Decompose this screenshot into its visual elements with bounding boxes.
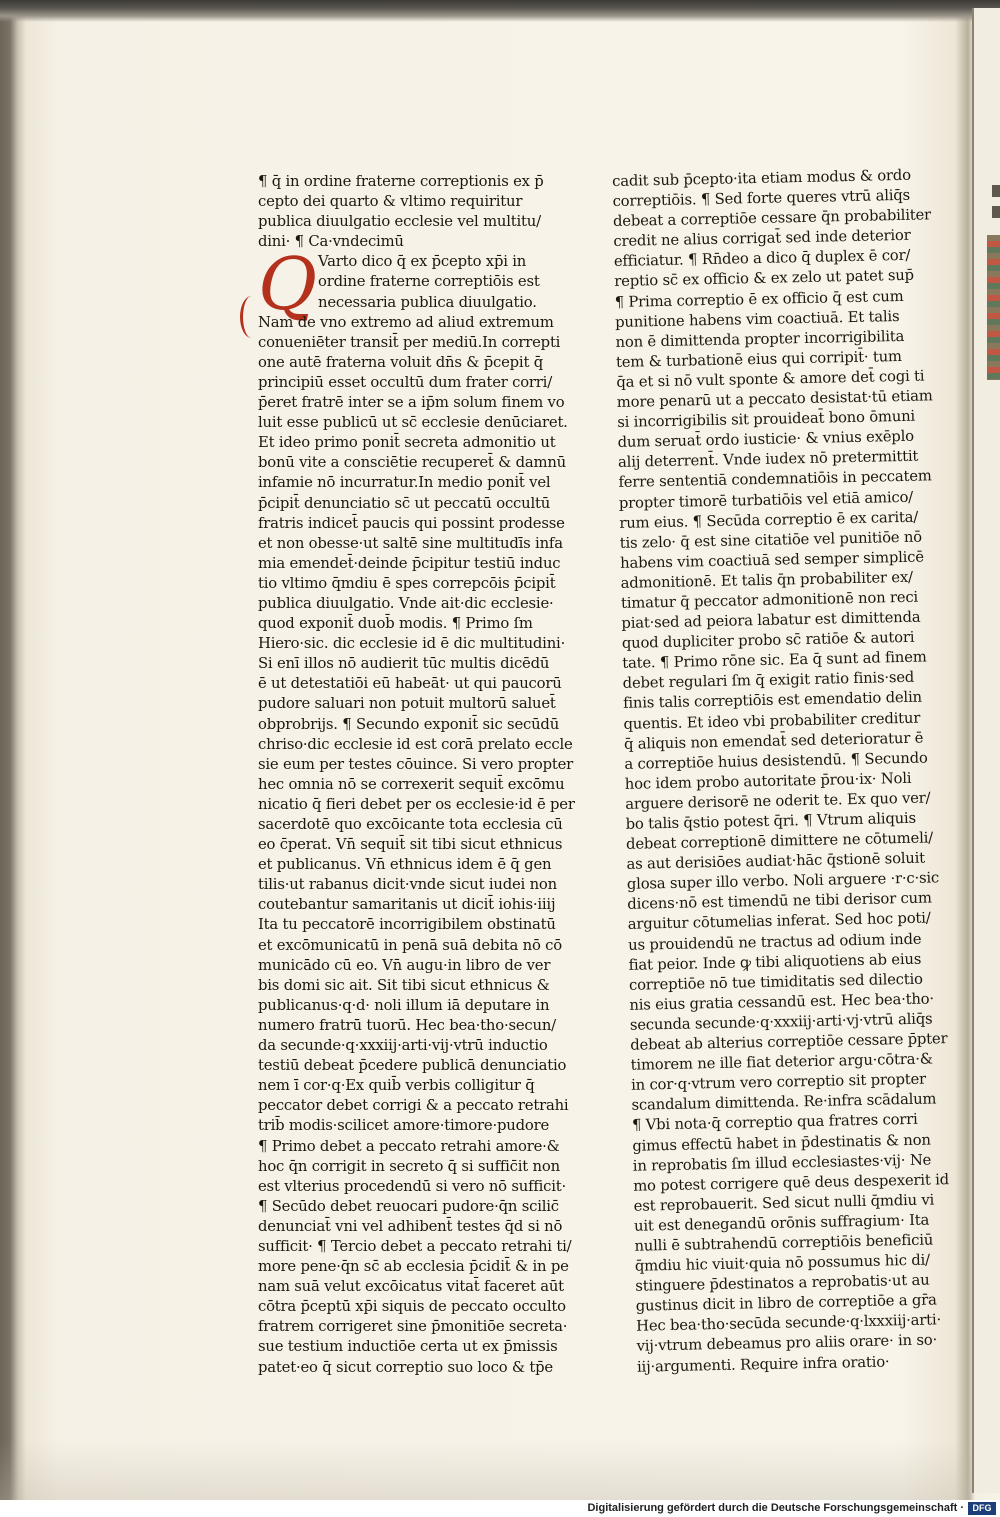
text-line: luit esse publicū ut sc̄ ecclesie denūciaret. (258, 414, 568, 432)
text-line: mo potest corrigere quē deus despexerit id (633, 1170, 950, 1195)
text-line: arguere derisorē ne oderit te. Ex quo ver/ (625, 789, 931, 813)
text-line: ¶ Prima correptio ē ex officio q̄ est cum (614, 287, 904, 311)
text-line: in cor·q·vtrum vero correptio sit propter (630, 1070, 927, 1095)
text-line: sufficit· ¶ Tercio debet a peccato retrahi ti/ (258, 1237, 572, 1255)
text-line: testiū debeat p̄cedere publicā denunciatio (258, 1057, 567, 1075)
text-line: Varto dico q̄ ex p̄cepto xp̄i in (318, 253, 527, 271)
text-line: iij·argumenti. Require infra oratio· (636, 1352, 890, 1376)
text-line: cōtra p̄ceptū xp̄i siquis de peccato occulto (258, 1298, 566, 1316)
text-line: coutebantur samaritanis ut dicit̄ iohis·iiij (258, 896, 556, 914)
text-line: correptiōis. ¶ Sed forte queres vtrū aliq̄s (612, 186, 911, 211)
text-line: fiat peior. Inde ꝙ tibi aliquotiens ab eius (628, 950, 922, 974)
text-line: patet·eo q̄ sicut correptio suo loco & tp̄e (258, 1358, 553, 1376)
text-line: debeat a correptiōe cessare q̄n probabiliter (612, 206, 932, 231)
text-line: gustinus dicit in libro de correptiōe a gr̄a (635, 1291, 937, 1315)
text-line: et publicanus. Vn̄ ethnicus idem ē q̄ gen (258, 856, 552, 874)
text-line: denunciat̄ vni vel adhibent̄ testes q̄d si nō (258, 1217, 563, 1235)
text-line: scandalum dimittenda. Re·infra scādalum (631, 1090, 937, 1115)
facing-page-edge (972, 8, 1000, 1493)
text-line: arguitur cōtumelias inferat. Sed hoc poti/ (627, 909, 931, 934)
text-line: quentis. Et ideo vbi probabiliter creditur (623, 709, 921, 733)
decorated-initial: Q (258, 242, 318, 326)
text-line: dum seruat̄ ordo iusticie· & vnius exēplo (617, 427, 915, 452)
text-line: debet regulari ſm q̄ exigit ratio finis·sed (622, 669, 915, 693)
facing-page-illumination (987, 235, 1000, 380)
text-line: one autē fraterna voluit dn̄s & p̄cepit q̄ (258, 353, 543, 371)
text-line: Ita tu peccatorē incorrigibilem obstinatū (258, 916, 556, 934)
text-line: ē ut detestatiōi eū habeāt· ut qui paucorū (258, 675, 562, 693)
text-line: nam suā velut excōicatus vitat̄ faceret aūt (258, 1278, 564, 1296)
text-line: Hiero·sic. dic ecclesie id ē dic multitudini· (258, 635, 566, 653)
text-line: q̄mdiu hic viuit·quia nō possumus hic di/ (634, 1251, 931, 1275)
text-line: pudore saluari non potuit multorū saluet̄ (258, 695, 556, 713)
text-line: eo c̄perat. Vn̄ sequit̄ sit tibi sicut ethnicus (258, 836, 563, 854)
text-line: fratris indicet̄ paucis qui possint prodesse (258, 514, 565, 532)
text-line: fratrem corrigeret sine p̄monitiōe secreta· (258, 1318, 568, 1336)
text-line: necessaria publica diuulgatio. (318, 293, 537, 311)
text-line: rum eius. ¶ Secūda correptio ē ex carita/ (619, 508, 919, 532)
text-line: publica diuulgatio. Vnde ait·dic ecclesie· (258, 594, 554, 612)
text-line: sue testium inductiōe certa ut ex p̄missis (258, 1338, 558, 1356)
text-line: nem ī cor·q·Ex quib̄ verbis colligitur q̄ (258, 1077, 535, 1095)
text-line: bo talis q̄stio potest q̄ri. ¶ Vtrum aliquis (625, 809, 917, 833)
text-line: us prouidendū ne tractus ad odium inde (628, 930, 922, 954)
dfg-logo: DFG (968, 1502, 996, 1515)
book-top-edge (0, 0, 1000, 22)
text-line: admonitionē. Et talis q̄n probabiliter ex/ (620, 568, 913, 592)
text-line: correptiōe nō tue timiditatis sed dilectio (628, 970, 923, 994)
text-line: cadit sub p̄cepto·ita etiam modus & ordo (612, 166, 911, 190)
right-text-column (612, 166, 950, 1378)
text-line: nicatio q̄ fieri debet per os ecclesie·id ē per (258, 795, 575, 813)
text-line: si incorrigibilis sit prouideat̄ bono ōmuni (617, 407, 916, 432)
text-line: nis eius gratia cessandū est. Hec bea·tho· (629, 990, 935, 1014)
text-line: chriso·dic ecclesie id est corā prelato eccle (258, 735, 573, 753)
text-line: non ē dimittenda propter incorrigibilita (615, 327, 905, 351)
text-line: gimus effectū habet in p̄destinatis & non (632, 1131, 931, 1155)
text-line: Hec bea·tho·secūda secunde·q·lxxxiij·arti· (636, 1311, 942, 1336)
text-line: et excōmunicatū in penā suā debita nō cō (258, 936, 562, 954)
text-line: municādo cū eo. Vn̄ augu·in libro de ver (258, 956, 551, 974)
text-line: ¶ Secūdo debet reuocari pudore·q̄n scilic̄ (258, 1197, 559, 1215)
text-line: a correptiōe huius desistendū. ¶ Secundo (624, 749, 928, 773)
text-line: hoc q̄n corrigit in secreto q̄ si suffic̄it non (258, 1157, 560, 1175)
footer-credit: Digitalisierung gefördert durch die Deutsche Forschungsgemeinschaft · (587, 1502, 964, 1514)
text-line: ferre sententiā condemnatiōis in peccatem (618, 467, 932, 492)
text-line: punitione habens vim coactiuā. Et talis (614, 307, 900, 331)
text-line: vij·vtrum debeamus pro aliis orare· in so· (636, 1331, 938, 1356)
left-text-column (258, 172, 575, 1378)
text-line: da secunde·q·xxxiij·arti·vij·vtrū inductio (258, 1037, 548, 1055)
text-line: more pene·q̄n sc̄ ab ecclesia p̄cidit̄ & in pe (258, 1258, 569, 1276)
text-line: conueniēter transit̄ per mediū.In correpti (258, 333, 561, 351)
text-line: p̄eret fratrē inter se a ip̄m solum finem vo (258, 394, 565, 412)
text-line: sacerdotē quo excōicante tota ecclesia cū (258, 816, 563, 833)
text-line: principiū esset occultū dum frater corri/ (258, 373, 552, 391)
text-line: hoc idem probo autoritate p̄rou·ix· Noli (624, 769, 912, 793)
text-line: ordine fraterne correptiōis est (318, 273, 540, 291)
text-line: bis domi sic ait. Sit tibi sicut ethnicus & (258, 976, 550, 994)
text-line: glosa super illo verbo. Noli arguere ·r·c·sic (626, 869, 940, 894)
text-line: p̄cipit̄ denunciatio sc̄ ut peccatū occultū (258, 494, 551, 512)
text-line: publica diuulgatio ecclesie vel multitu/ (258, 213, 541, 231)
text-line: finis talis correptiōis est emendatio delin (622, 689, 923, 713)
text-line: dicens·nō est timendū ne tibi derisor cum (627, 889, 932, 914)
text-line: publicanus·q·d· noli illum iā deputare in (258, 996, 550, 1014)
text-line: as aut derisiōes audiat·hāc q̄stionē soluit (626, 849, 926, 874)
text-line: peccator debet corrigi & a peccato retrahi (258, 1097, 569, 1115)
text-line: tate. ¶ Primo rōne sic. Ea q̄ sunt ad finem (622, 648, 927, 673)
text-line: credit ne alius corrigat̄ sed inde deterior (613, 227, 911, 251)
text-line: infamie nō incurratur.In medio ponit̄ vel (258, 474, 551, 492)
text-line: ¶ Primo debet a peccato retrahi amore·& (258, 1137, 560, 1155)
text-line: debeat ab alterius correptiōe cessare p̄pter (630, 1030, 948, 1054)
text-line: nulli ē subtrahendū correptiōis beneficiū (634, 1231, 934, 1255)
text-line: mia emendet̄·deinde p̄cipitur testiū induc (258, 554, 561, 572)
text-line: est reprobauerit. Sed sicut nulli q̄mdiu vi (633, 1191, 935, 1215)
text-line: debeat correptionē dimittere ne cōtumeli/ (625, 829, 934, 853)
text-line: reptio sc̄ ex officio & ex zelo ut patet sup̄ (614, 267, 915, 291)
text-line: hec omnia nō se correxerit sequit̄ excōmu (258, 775, 565, 793)
text-line: bonū vite a consciētie recuperet̄ & damnū (258, 454, 567, 472)
text-line: q̄ aliquis non emendat̄ sed deterioratur ē (623, 729, 924, 753)
text-line: Si enī illos nō audierit tūc multis dicēdū (258, 655, 550, 673)
text-line: timorem ne ille fiat deterior argu·cōtra·& (630, 1050, 933, 1074)
text-line: et non obesse·ut saltē sine multitudīs infa (258, 534, 563, 552)
text-line: stinguere p̄destinatos a reprobatis·ut au (635, 1271, 930, 1295)
text-line: piat·sed ad peiora labatur est dimittenda (621, 608, 921, 632)
text-line: dini· ¶ Ca·vndecimū (258, 233, 404, 251)
text-line: q̄a et si nō vult sponte & amore det̄ cogi ti (616, 367, 925, 391)
text-line: tem & turbationē eius qui corripit̄· tum (615, 347, 902, 371)
text-line: obprobrijs. ¶ Secundo exponit̄ sic secūdū (258, 715, 560, 733)
text-line: quod exponit̄ duob̄ modis. ¶ Primo ſm (258, 615, 533, 633)
text-line: cepto dei quarto & vltimo requiritur (258, 193, 523, 211)
text-line: ¶ Vbi nota·q̄ correptio qua fratres corri (631, 1111, 918, 1135)
text-line: tio vltimo q̄mdiu ē spes correpcōis p̄cipit̄ (258, 574, 556, 592)
text-line: Et ideo primo ponit̄ secreta admonitio ut (258, 434, 556, 452)
text-line: efficiatur. ¶ Rn̄deo a dico q̄ duplex ē cor/ (613, 247, 911, 271)
text-line: in reprobatis ſm illud ecclesiastes·vij· Ne (632, 1151, 932, 1175)
text-line: trib̄ modis·scilicet amore·timore·pudore (258, 1117, 549, 1135)
facing-page-glyph (992, 206, 1000, 218)
text-line: tilis·ut rabanus dicit·vnde sicut iudei non (258, 876, 557, 894)
text-line: sie eum per testes cōuince. Si vero propter (258, 755, 574, 773)
text-line: numero fratrū tuorū. Hec bea·tho·secun/ (258, 1016, 556, 1034)
text-line: secunda secunde·q·xxxiij·arti·vj·vtrū aliq̄s (629, 1010, 933, 1034)
text-line: est vlterius procedendū si vero nō sufficit· (258, 1177, 567, 1195)
text-line: ¶ q̄ in ordine fraterne correptionis ex p̄ (258, 173, 544, 190)
text-line: timatur q̄ peccator admonitionē non reci (620, 588, 919, 612)
page-bottom-shadow (0, 1440, 972, 1500)
text-line: quod dupliciter probo sc̄ ratiōe & autori (621, 628, 915, 653)
text-line: propter timorē turbatiōis vel etiā amico/ (618, 488, 914, 512)
text-line: habens vim coactiuā sed semper simplicē (620, 548, 925, 572)
text-line: alij deterrent̄. Vnde iudex nō pretermittit (617, 447, 919, 472)
text-line: Nam de vno extremo ad aliud extremum (258, 313, 554, 331)
text-line: more penarū ut a peccato desistat·tū etiam (616, 387, 933, 411)
text-line: tis zelo· q̄ est sine citatiōe vel punitiōe nō (619, 528, 923, 552)
facing-page-glyph (992, 185, 1000, 197)
text-line: uit est denegandū orōnis suffragium· Ita (633, 1211, 930, 1235)
